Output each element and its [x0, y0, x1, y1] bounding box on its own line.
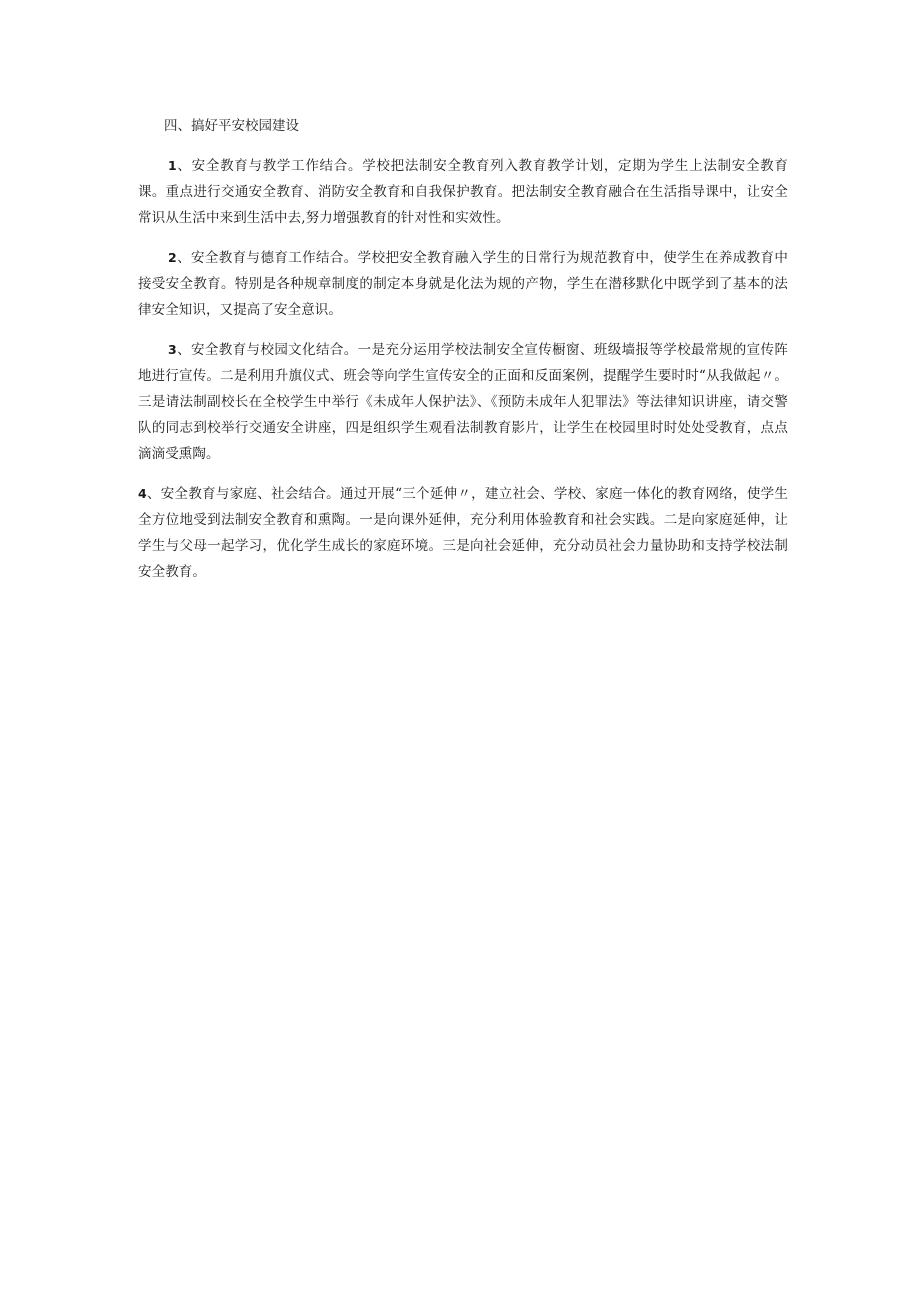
section-heading: 四、搞好平安校园建设: [164, 118, 299, 134]
paragraph-text: 、安全教育与校园文化结合。一是充分运用学校法制安全宣传橱窗、班级墙报等学校最常规的宣传阵地进行宣传。二是利用升旗仪式、班会等向学生宣传安全的正面和反面案例，提醒学生要时时“从我做起〃。三是请法制副校长在全校学生中举行《未成年人保护法》、《预防未成年人犯罪法》等法律知识讲座，请交警队的同志到校举行交通安全讲座，四是组织学生观看法制教育影片，让学生在校园里时时处处受教育，点点滴滴受熏陶。: [138, 342, 788, 462]
paragraph-number: 1: [168, 158, 177, 173]
paragraph-1: [138, 153, 788, 231]
document-body: [138, 113, 788, 599]
paragraph-2: [138, 245, 788, 323]
paragraph-text: 、安全教育与德育工作结合。学校把安全教育融入学生的日常行为规范教育中，使学生在养成教育中接受安全教育。特别是各种规章制度的制定本身就是化法为规的产物，学生在潜移默化中既学到了基本的法律安全知识，又提高了安全意识。: [138, 250, 788, 318]
paragraph-text: 、安全教育与家庭、社会结合。通过开展“三个延伸〃，建立社会、学校、家庭一体化的教育网络，使学生全方位地受到法制安全教育和熏陶。一是向课外延伸，充分利用体验教育和社会实践。二是向家庭延伸，让学生与父母一起学习，优化学生成长的家庭环境。三是向社会延伸，充分动员社会力量协助和支持学校法制安全教育。: [138, 486, 788, 580]
paragraph-number: 4: [138, 486, 147, 501]
paragraph-number: 3: [168, 342, 177, 357]
paragraph-3: [138, 337, 788, 467]
paragraph-number: 2: [168, 250, 177, 265]
paragraph-4: [138, 481, 788, 585]
paragraph-text: 、安全教育与教学工作结合。学校把法制安全教育列入教育教学计划，定期为学生上法制安全教育课。重点进行交通安全教育、消防安全教育和自我保护教育。把法制安全教育融合在生活指导课中，让安全常识从生活中来到生活中去,努力增强教育的针对性和实效性。: [138, 158, 788, 226]
